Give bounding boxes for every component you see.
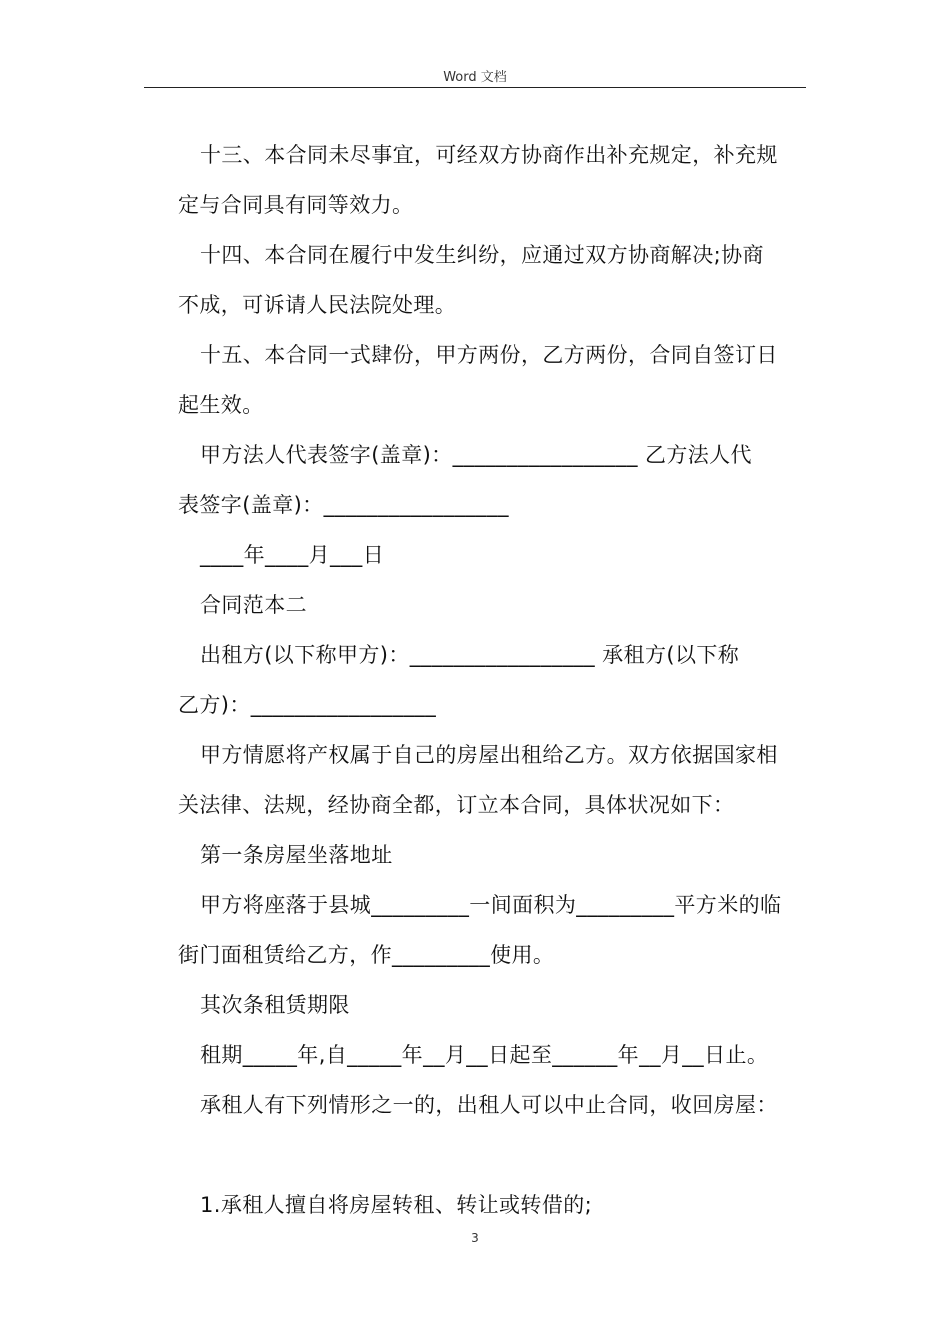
paragraph-line: 定与合同具有同等效力。 bbox=[178, 193, 414, 217]
paragraph-line: 甲方情愿将产权属于自己的房屋出租给乙方。双方依据国家相 bbox=[200, 743, 778, 767]
date-line: ____年____月___日 bbox=[200, 543, 385, 567]
paragraph-line: 关法律、法规，经协商全都，订立本合同，具体状况如下： bbox=[178, 793, 735, 817]
paragraph-line: 街门面租赁给乙方，作_________使用。 bbox=[178, 943, 555, 967]
paragraph-line: 承租人有下列情形之一的，出租人可以中止合同，收回房屋： bbox=[200, 1093, 778, 1117]
page-header: Word 文档 bbox=[443, 70, 507, 85]
paragraph-line: 租期_____年,自_____年__月__日起至______年__月__日止。 bbox=[200, 1043, 769, 1067]
party-line: 出租方(以下称甲方)：_________________ 承租方(以下称 bbox=[200, 643, 740, 667]
signature-line: 甲方法人代表签字(盖章)：_________________ 乙方法人代 bbox=[200, 443, 752, 467]
signature-line: 表签字(盖章)：_________________ bbox=[178, 493, 509, 517]
party-line: 乙方)：_________________ bbox=[178, 693, 437, 717]
paragraph-line: 十三、本合同未尽事宜，可经双方协商作出补充规定，补充规 bbox=[200, 143, 778, 167]
article-heading: 其次条租赁期限 bbox=[200, 993, 350, 1017]
page-number: 3 bbox=[471, 1231, 479, 1245]
paragraph-line: 十四、本合同在履行中发生纠纷，应通过双方协商解决;协商 bbox=[200, 243, 764, 267]
paragraph-line: 起生效。 bbox=[178, 393, 264, 417]
paragraph-line: 不成，可诉请人民法院处理。 bbox=[178, 293, 457, 317]
header-rule bbox=[144, 87, 806, 88]
blank-line bbox=[178, 1130, 808, 1180]
section-heading: 合同范本二 bbox=[200, 593, 307, 617]
article-heading: 第一条房屋坐落地址 bbox=[200, 843, 393, 867]
document-body bbox=[178, 130, 808, 1230]
list-item: 1.承租人擅自将房屋转租、转让或转借的; bbox=[200, 1193, 593, 1217]
paragraph-line: 十五、本合同一式肆份，甲方两份，乙方两份，合同自签订日 bbox=[200, 343, 778, 367]
paragraph-line: 甲方将座落于县城_________一间面积为_________平方米的临 bbox=[200, 893, 782, 917]
